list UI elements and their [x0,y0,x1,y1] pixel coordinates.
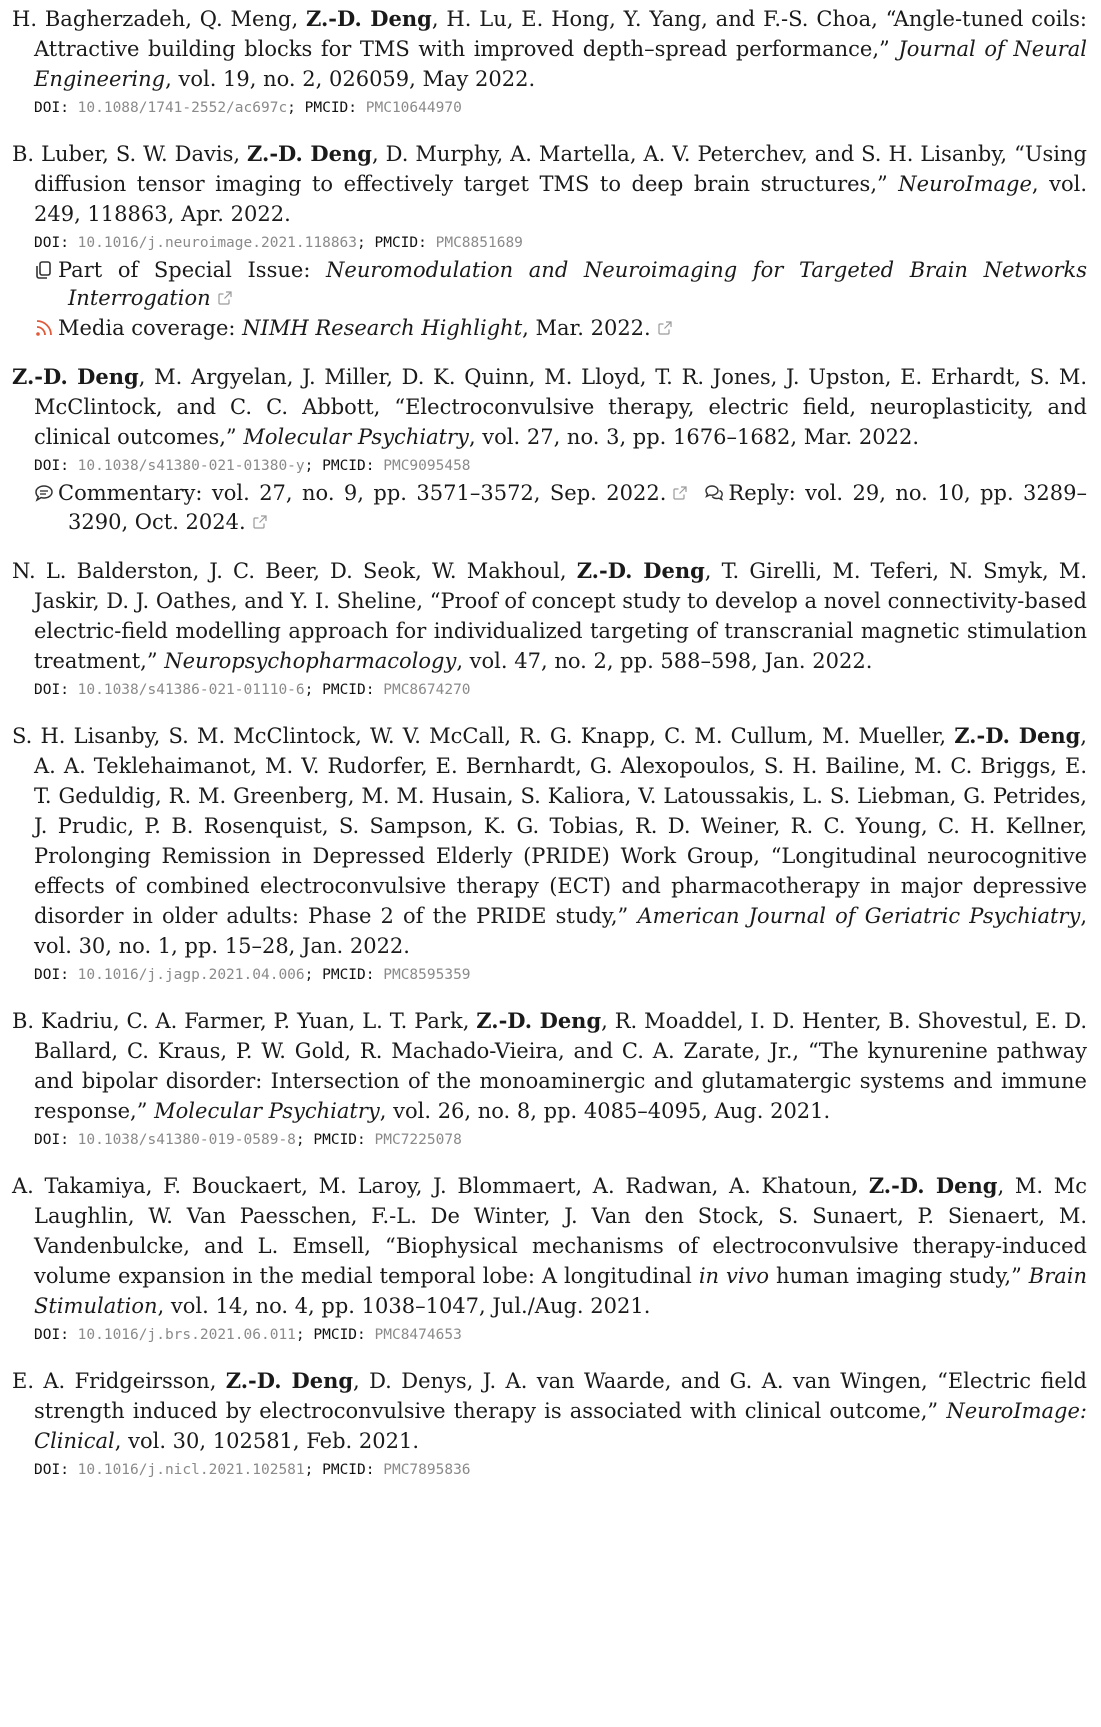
journal-name: NeuroImage [898,172,1032,196]
comments-icon [704,483,728,503]
doi-link[interactable]: 10.1016/j.nicl.2021.102581 [77,1462,305,1478]
identifiers: DOI: 10.1038/s41380-021-01380-y; PMCID: PMC9095458 [34,458,471,474]
external-link-icon[interactable] [252,509,268,537]
publication-entry [12,4,1087,120]
journal-name: NeuroImage: Clinical [34,1399,1087,1453]
citation [12,1006,1087,1126]
journal-name: Molecular Psychiatry [243,425,469,449]
identifiers: DOI: 10.1016/j.neuroimage.2021.118863; PMCID: PMC8851689 [34,235,523,251]
doi-link[interactable]: 10.1016/j.jagp.2021.04.006 [77,967,305,983]
publication-entry [12,1171,1087,1347]
highlighted-author: Z.-D. Deng [868,1173,998,1198]
publication-entry [12,1006,1087,1152]
publication-note [12,314,1087,343]
citation-authors-title: , D. Denys, J. A. van Waarde, and G. A. van Wingen, “Electric field strength induced by electroconvulsive therapy is associated with clinical outcome,” [34,1369,1087,1423]
citation-details: , vol. 47, no. 2, pp. 588–598, Jan. 2022. [456,649,873,673]
doi-link[interactable]: 10.1016/j.neuroimage.2021.118863 [77,235,358,251]
publication-entry [12,362,1087,537]
pmcid-link[interactable]: PMC9095458 [383,458,471,474]
journal-name: Neuropsychopharmacology [164,649,457,673]
doi-link[interactable]: 10.1016/j.brs.2021.06.011 [77,1327,296,1343]
citation-details: , vol. 27, no. 3, pp. 1676–1682, Mar. 2022. [468,425,919,449]
highlighted-author: Z.-D. Deng [12,364,139,389]
doi-label: DOI: [34,1462,69,1478]
title-italic: in vivo [698,1264,770,1288]
note-text: Media coverage: [58,316,243,340]
publication-entry [12,139,1087,343]
note-text: Part of Special Issue: [58,258,327,282]
doi-label: DOI: [34,682,69,698]
publication-note [12,256,1087,313]
doi-label: DOI: [34,100,69,116]
identifiers: DOI: 10.1016/j.jagp.2021.04.006; PMCID: PMC8595359 [34,967,471,983]
doi-label: DOI: [34,235,69,251]
publication-entry [12,1366,1087,1482]
note-italic: NIMH Research Highlight [242,316,523,340]
pmcid-link[interactable]: PMC10644970 [365,100,462,116]
citation-authors-title: , D. Murphy, A. Martella, A. V. Peterchev, and S. H. Lisanby, “Using diffusion tensor imaging to effectively target TMS to deep brain structures,” [34,142,1087,196]
note-text-2: Reply: vol. 29, no. 10, pp. 3289–3290, Oct. 2024. [68,481,1088,534]
doi-link[interactable]: 10.1038/s41380-021-01380-y [77,458,305,474]
publication-entry [12,556,1087,702]
note-italic: Neuromodulation and Neuroimaging for Targeted Brain Networks Interrogation [68,258,1087,310]
highlighted-author: Z.-D. Deng [576,558,705,583]
doi-link[interactable]: 10.1038/s41380-019-0589-8 [77,1132,296,1148]
pmcid-label: PMCID: [322,458,375,474]
highlighted-author: Z.-D. Deng [954,723,1081,748]
citation [12,1171,1087,1321]
external-link-icon[interactable] [672,480,688,508]
identifiers: DOI: 10.1016/j.nicl.2021.102581; PMCID: PMC7895836 [34,1462,471,1478]
citation-authors-title: , M. Argyelan, J. Miller, D. K. Quinn, M. Lloyd, T. R. Jones, J. Upston, E. Erhardt, S. M. McClintock, and C. C. Abbott, “Electroconvulsive therapy, electric field, neuroplasticity, and clinical outcomes,” [34,365,1087,449]
journal-name: Brain Stimulation [34,1264,1087,1318]
citation-authors: S. H. Lisanby, S. M. McClintock, W. V. McCall, R. G. Knapp, C. M. Cullum, M. Mueller, [12,724,955,748]
pmcid-link[interactable]: PMC7225078 [374,1132,462,1148]
rss-icon [34,318,58,338]
doi-link[interactable]: 10.1088/1741-2552/ac697c [77,100,288,116]
pmcid-label: PMCID: [313,1132,366,1148]
journal-name: Journal of Neural Engineering [34,37,1087,91]
citation [12,1366,1087,1456]
pmcid-link[interactable]: PMC8474653 [374,1327,462,1343]
citation [12,721,1087,961]
citation-details: , vol. 14, no. 4, pp. 1038–1047, Jul./Aug. 2021. [157,1294,651,1318]
highlighted-author: Z.-D. Deng [247,141,372,166]
highlighted-author: Z.-D. Deng [306,6,432,31]
citation-authors: B. Kadriu, C. A. Farmer, P. Yuan, L. T. Park, [12,1009,477,1033]
highlighted-author: Z.-D. Deng [476,1008,602,1033]
doi-label: DOI: [34,1327,69,1343]
citation-authors-title: , R. Moaddel, I. D. Henter, B. Shovestul, E. D. Ballard, C. Kraus, P. W. Gold, R. Machado-Vieira, and C. A. Zarate, Jr., “The kynurenine pathway and bipolar disorder: Intersection of the monoaminergic and glutamatergic systems and immune response,” [34,1009,1087,1123]
publication-list [12,4,1087,1501]
doi-label: DOI: [34,1132,69,1148]
citation [12,139,1087,229]
note-text: Commentary: vol. 27, no. 9, pp. 3571–3572, Sep. 2022. [58,481,667,505]
comment-icon [34,483,58,503]
citation-authors-title: , T. Girelli, M. Teferi, N. Smyk, M. Jaskir, D. J. Oathes, and Y. I. Sheline, “Proof of concept study to develop a novel connectivity-based electric-field modelling approach for individualized targeting of transcranial magnetic stimulation treatment,” [34,559,1087,673]
citation-details: , vol. 30, no. 1, pp. 15–28, Jan. 2022. [34,904,1088,958]
note-tail: , Mar. 2022. [522,316,651,340]
journal-name: Molecular Psychiatry [154,1099,380,1123]
external-link-icon[interactable] [217,285,233,313]
identifiers: DOI: 10.1038/s41380-019-0589-8; PMCID: PMC7225078 [34,1132,462,1148]
citation-details: , vol. 249, 118863, Apr. 2022. [34,172,1087,226]
citation-authors-title: , A. A. Teklehaimanot, M. V. Rudorfer, E. Bernhardt, G. Alexopoulos, S. H. Bailine, M. C. Briggs, E. T. Geduldig, R. M. Greenberg, M. M. Husain, S. Kaliora, V. Latoussakis, L. S. Liebman, G. Petrides, J. Prudic, P. B. Rosenquist, S. Sampson, K. G. Tobias, R. D. Weiner, R. C. Young, C. H. Kellner, Prolonging Remission in Depressed Elderly (PRIDE) Work Group, “Longitudinal neurocognitive effects of combined electroconvulsive therapy (ECT) and pharmacotherapy in major depressive disorder in older adults: Phase 2 of the PRIDE study,” [34,724,1087,928]
citation-authors: E. A. Fridgeirsson, [12,1369,226,1393]
identifiers: DOI: 10.1038/s41386-021-01110-6; PMCID: PMC8674270 [34,682,471,698]
citation-authors: H. Bagherzadeh, Q. Meng, [12,7,307,31]
pmcid-label: PMCID: [313,1327,366,1343]
pmcid-label: PMCID: [322,967,375,983]
publication-entry [12,721,1087,987]
citation-details: , vol. 30, 102581, Feb. 2021. [114,1429,420,1453]
citation-authors-title: , H. Lu, E. Hong, Y. Yang, and F.-S. Choa, “Angle-tuned coils: Attractive building blocks for TMS with improved depth–spread performance,” [34,7,1087,61]
citation [12,4,1087,94]
citation-details: , vol. 19, no. 2, 026059, May 2022. [165,67,536,91]
publication-note [12,479,1087,537]
citation-authors-title: , M. Mc Laughlin, W. Van Paesschen, F.-L. De Winter, J. Van den Stock, S. Sunaert, P. Sienaert, M. Vandenbulcke, and L. Emsell, “Biophysical mechanisms of electroconvulsive therapy-induced volume expansion in the medial temporal lobe: A longitudinal [34,1174,1087,1288]
doi-label: DOI: [34,458,69,474]
pmcid-link[interactable]: PMC8595359 [383,967,471,983]
pmcid-link[interactable]: PMC7895836 [383,1462,471,1478]
pmcid-label: PMCID: [322,682,375,698]
highlighted-author: Z.-D. Deng [225,1368,354,1393]
pmcid-link[interactable]: PMC8674270 [383,682,471,698]
pmcid-label: PMCID: [374,235,427,251]
pmcid-label: PMCID: [304,100,358,116]
citation [12,362,1087,452]
identifiers: DOI: 10.1088/1741-2552/ac697c; PMCID: PMC10644970 [34,100,462,116]
doi-link[interactable]: 10.1038/s41386-021-01110-6 [77,682,305,698]
pmcid-label: PMCID: [322,1462,375,1478]
citation [12,556,1087,676]
doi-label: DOI: [34,967,69,983]
journal-name: American Journal of Geriatric Psychiatry [637,904,1081,928]
citation-authors: A. Takamiya, F. Bouckaert, M. Laroy, J. Blommaert, A. Radwan, A. Khatoun, [12,1174,869,1198]
citation-authors: B. Luber, S. W. Davis, [12,142,248,166]
identifiers: DOI: 10.1016/j.brs.2021.06.011; PMCID: PMC8474653 [34,1327,462,1343]
copy-icon [34,260,58,280]
title-continued: human imaging study,” [769,1264,1029,1288]
pmcid-link[interactable]: PMC8851689 [435,235,523,251]
citation-details: , vol. 26, no. 8, pp. 4085–4095, Aug. 2021. [379,1099,831,1123]
citation-authors: N. L. Balderston, J. C. Beer, D. Seok, W. Makhoul, [12,559,577,583]
external-link-icon[interactable] [657,315,673,343]
